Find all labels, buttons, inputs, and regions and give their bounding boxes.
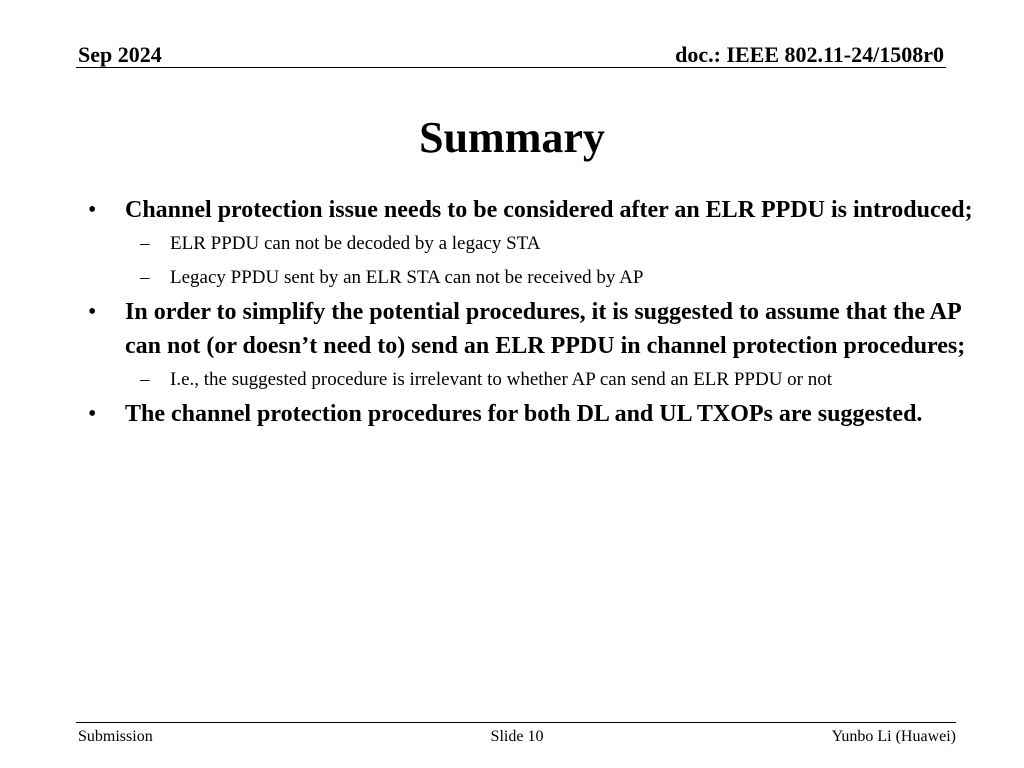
bullet-text: The channel protection procedures for both DL and UL TXOPs are suggested. [125, 401, 923, 427]
footer-author: Yunbo Li (Huawei) [831, 728, 956, 745]
bullet-marker: • [88, 401, 97, 427]
bullet-item [84, 397, 984, 431]
sub-bullet-text: Legacy PPDU sent by an ELR STA can not be received by AP [170, 267, 644, 288]
bullet-marker: • [88, 299, 97, 325]
header-date: Sep 2024 [78, 42, 162, 67]
header-doc-id: doc.: IEEE 802.11-24/1508r0 [675, 42, 944, 67]
slide-body [84, 193, 984, 431]
bullet-item [84, 295, 984, 363]
sub-bullet-marker: – [140, 267, 150, 288]
bullet-text: In order to simplify the potential procedures, it is suggested to assume that the AP can not (or doesn’t need to) send an ELR PPDU in channel protection procedures; [125, 299, 966, 359]
slide-title: Summary [419, 113, 605, 162]
footer-submission: Submission [78, 728, 153, 745]
sub-bullet-marker: – [140, 233, 150, 254]
sub-bullet-item [84, 227, 984, 261]
sub-bullet-item [84, 363, 984, 397]
header-divider [76, 67, 946, 68]
bullet-marker: • [88, 197, 97, 223]
footer-slide-number: Slide 10 [490, 728, 544, 745]
bullet-text: Channel protection issue needs to be considered after an ELR PPDU is introduced; [125, 197, 973, 223]
sub-bullet-text: I.e., the suggested procedure is irrelevant to whether AP can send an ELR PPDU or not [170, 369, 833, 390]
footer-divider [76, 722, 956, 723]
sub-bullet-item [84, 261, 984, 295]
sub-bullet-marker: – [140, 369, 150, 390]
sub-bullet-text: ELR PPDU can not be decoded by a legacy STA [170, 233, 541, 254]
bullet-item [84, 193, 984, 227]
